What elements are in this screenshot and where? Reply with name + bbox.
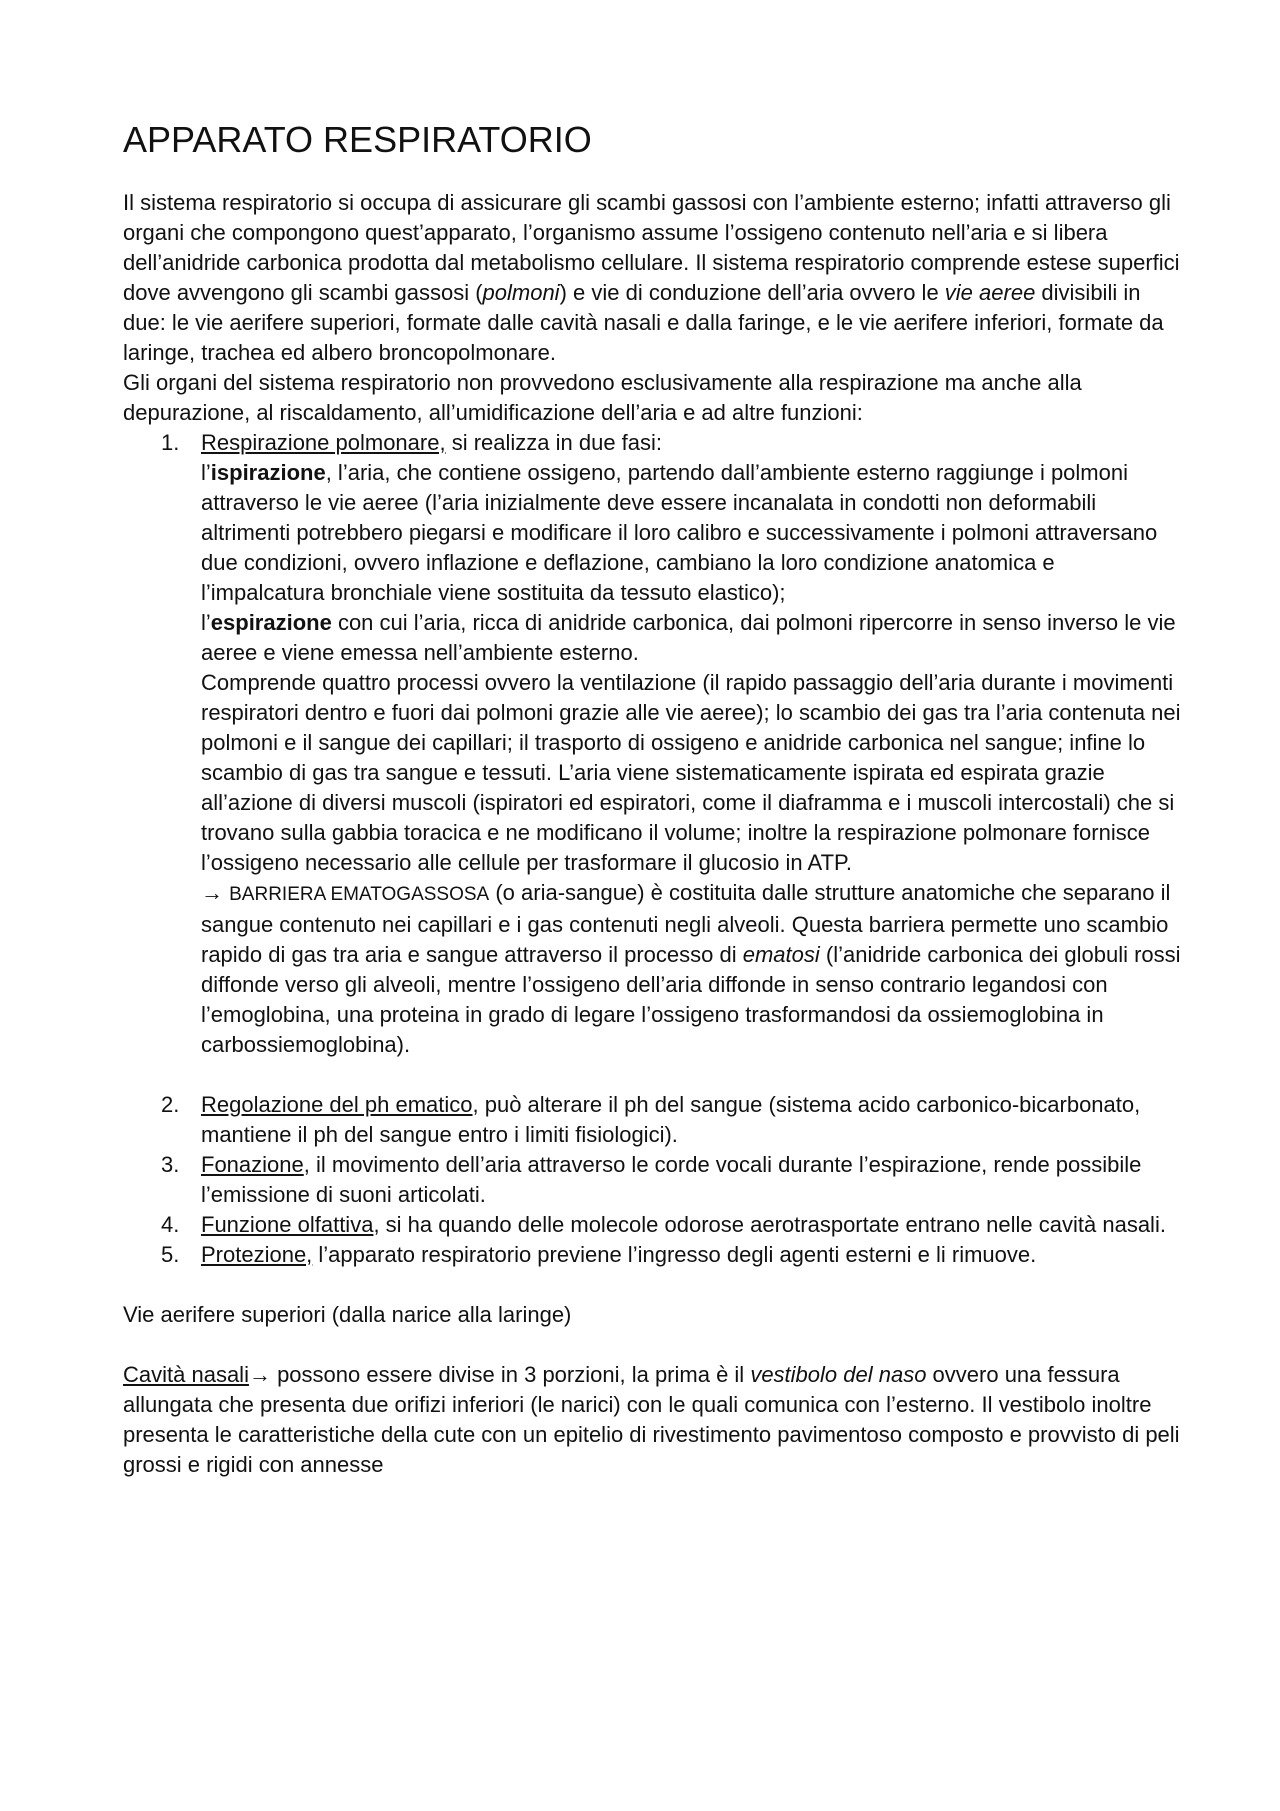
list-number: 3. xyxy=(161,1152,180,1177)
item-text: , può alterare il ph del sangue (sistema acido carbonico-bicarbonato, mantiene il ph del sangue entro i limiti fisiologici). xyxy=(201,1092,1141,1147)
cavita-title: Cavità nasali xyxy=(123,1362,249,1387)
processi-paragraph: Comprende quattro processi ovvero la ventilazione (il rapido passaggio dell’aria durante i movimenti respiratori dentro e fuori dai polmoni grazie alle vie aeree); lo scambio dei gas tra l’aria contenuta nei polmoni e il sangue dei capillari; il trasporto di ossigeno e anidride carbonica nel sangue; infine lo scambio di gas tra sangue e tessuti. L’aria viene sistematicamente ispirata ed espirata grazie all’azione di diversi muscoli (ispiratori ed espiratori, come il diaframma e i muscoli intercostali) che si trovano sulla gabbia toracica e ne modificano il volume; inoltre la respirazione polmonare fornisce l’ossigeno necessario alle cellule per trasformare il glucosio in ATP. xyxy=(201,670,1181,875)
ispirazione-term: ispirazione xyxy=(210,460,326,485)
espirazione-term: espirazione xyxy=(210,610,332,635)
barriera-paragraph: → BARRIERA EMATOGASSOSA (o aria-sangue) è costituita dalle strutture anatomiche che separano il sangue contenuto nei capillari e i gas contenuti negli alveoli. Questa barriera permette uno scambio rapido di gas tra aria e sangue attraverso il processo di ematosi (l’anidride carbonica dei globuli rossi diffonde verso gli alveoli, mentre l’ossigeno dell’aria diffonde in senso contrario legandosi con l’emoglobina, una proteina in grado di legare l’ossigeno trasformandosi da ossiemoglobina in carbossiemoglobina). xyxy=(201,880,1181,1057)
page-title: APPARATO RESPIRATORIO xyxy=(123,119,592,160)
intro-text-a: Il sistema respiratorio si occupa di assicurare gli scambi gassosi con l’ambiente esterno; infatti attraverso gli organi che compongono quest’apparato, l’organismo assume l’ossigeno contenuto nell’aria e si libera dell’anidride carbonica prodotta dal metabolismo cellulare. Il sistema respiratorio comprende estese superfici dove avvengono gli scambi gassosi ( xyxy=(123,190,1180,305)
list-item-olfattiva xyxy=(123,1210,1183,1240)
espirazione-paragraph: l’espirazione con cui l’aria, ricca di anidride carbonica, dai polmoni ripercorre in senso inverso le vie aeree e viene emessa nell’ambiente esterno. xyxy=(201,610,1176,665)
document-page xyxy=(123,116,1183,1480)
item-text: , il movimento dell’aria attraverso le corde vocali durante l’espirazione, rende possibile l’emissione di suoni articolati. xyxy=(201,1152,1142,1207)
barriera-label: BARRIERA EMATOGASSOSA xyxy=(229,884,490,905)
list-item-regolazione xyxy=(123,1090,1183,1150)
arrow-icon: → xyxy=(201,880,230,905)
list-number: 2. xyxy=(161,1092,180,1117)
item-text: si realizza in due fasi: xyxy=(445,430,663,455)
list-number: 4. xyxy=(161,1212,180,1237)
intro-text-b: ) e vie di conduzione dell’aria ovvero le xyxy=(559,280,945,305)
functions-intro: Gli organi del sistema respiratorio non provvedono esclusivamente alla respirazione ma anche alla depurazione, al riscaldamento, all’umidificazione dell’aria e ad altre funzioni: xyxy=(123,370,1082,425)
list-item-protezione xyxy=(123,1240,1183,1270)
intro-text-c: divisibili in due: le vie aerifere superiori, formate dalle cavità nasali e dalla faringe, e le vie aerifere inferiori, formate da laringe, trachea ed albero broncopolmonare. xyxy=(123,280,1164,365)
arrow-icon: → xyxy=(248,1362,271,1387)
item-title: Regolazione del ph ematico xyxy=(201,1092,473,1117)
vestibolo-term: vestibolo del naso xyxy=(750,1362,927,1387)
item-title: Protezione, xyxy=(201,1242,313,1267)
list-number: 5. xyxy=(161,1242,180,1267)
intro-paragraph xyxy=(123,188,1183,368)
intro-polmoni: polmoni xyxy=(482,280,560,305)
ematosi-term: ematosi xyxy=(742,942,820,967)
item-title: Respirazione polmonare, xyxy=(201,430,446,455)
item-text: , si ha quando delle molecole odorose aerotrasportate entrano nelle cavità nasali. xyxy=(373,1212,1166,1237)
section-heading: Vie aerifere superiori (dalla narice alla laringe) xyxy=(123,1302,572,1327)
intro-vie-aeree: vie aeree xyxy=(944,280,1036,305)
functions-list xyxy=(123,428,1183,1270)
list-item-fonazione xyxy=(123,1150,1183,1210)
list-number: 1. xyxy=(161,430,180,455)
cavita-paragraph: Cavità nasali→ possono essere divise in 3 porzioni, la prima è il vestibolo del naso ovvero una fessura allungata che presenta due orifizi inferiori (le narici) con le quali comunica con l’esterno. Il vestibolo inoltre presenta le caratteristiche della cute con un epitelio di rivestimento pavimentoso composto e provvisto di peli grossi e rigidi con annesse xyxy=(123,1362,1180,1477)
list-item-respirazione xyxy=(123,428,1183,1090)
item-title: Funzione olfattiva xyxy=(201,1212,374,1237)
item-text: l’apparato respiratorio previene l’ingresso degli agenti esterni e li rimuove. xyxy=(312,1242,1037,1267)
ispirazione-paragraph: l’ispirazione, l’aria, che contiene ossigeno, partendo dall’ambiente esterno raggiunge i polmoni attraverso le vie aeree (l’aria inizialmente deve essere incanalata in condotti non deformabili altrimenti potrebbero piegarsi e modificare il loro calibro e successivamente i polmoni attraversano due condizioni, ovvero inflazione e deflazione, cambiano la loro condizione anatomica e l’impalcatura bronchiale viene sostituita da tessuto elastico); xyxy=(201,460,1158,605)
item-title: Fonazione xyxy=(201,1152,304,1177)
